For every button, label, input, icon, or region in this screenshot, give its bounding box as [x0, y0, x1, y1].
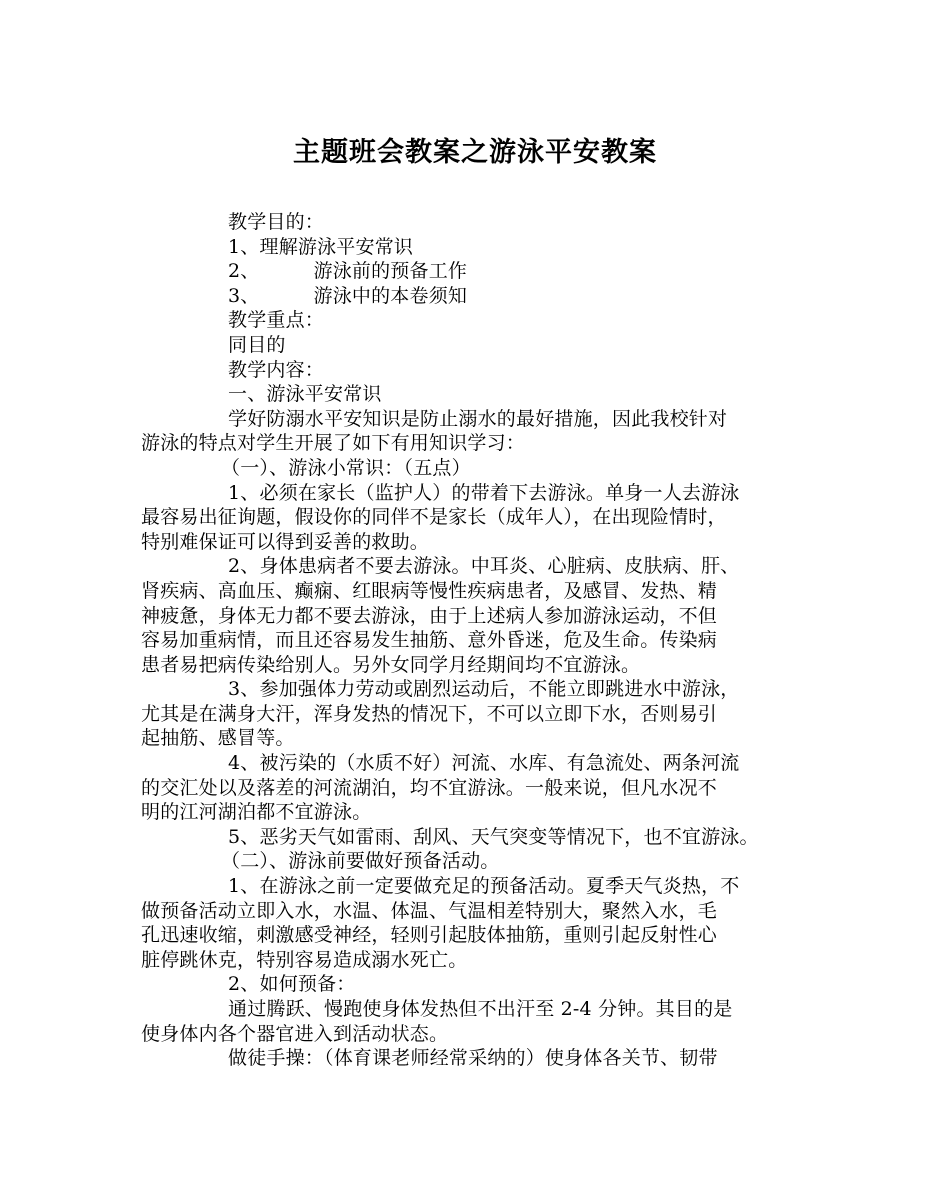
list-text: 游泳前的预备工作 — [313, 260, 468, 283]
paragraph-line: 起抽筋、感冒等。 — [141, 727, 295, 750]
paragraph-line: 神疲惫，身体无力都不要去游泳，由于上述病人参加游泳运动，不但 — [141, 604, 718, 627]
paragraph-line: 容易加重病情，而且还容易发生抽筋、意外昏迷，危及生命。传染病 — [141, 629, 718, 652]
paragraph-line: 明的江河湖泊都不宜游泳。 — [141, 801, 372, 824]
paragraph-line: 2、身体患病者不要去游泳。中耳炎、心脏病、皮肤病、肝、 — [228, 555, 740, 578]
paragraph-line: 孔迅速收缩，刺激感受神经，轻则引起肢体抽筋，重则引起反射性心 — [141, 924, 718, 947]
paragraph-line: 游泳的特点对学生开展了如下有用知识学习： — [141, 432, 526, 455]
paragraph-line: 4、被污染的（水质不好）河流、水库、有急流处、两条河流 — [228, 752, 740, 775]
list-text: 游泳中的本卷须知 — [313, 284, 468, 307]
subsection-heading: （一）、游泳小常识：（五点） — [221, 456, 471, 479]
list-item-line — [141, 284, 813, 309]
subsection-heading: （二）、游泳前要做好预备活动。 — [221, 850, 500, 873]
paragraph-line: 教学目的： — [228, 211, 325, 233]
paragraph-line: 肾疾病、高血压、癫痫、红眼病等慢性疾病患者，及感冒、发热、精 — [141, 579, 718, 602]
paragraph-line: 1、理解游泳平安常识 — [228, 235, 414, 258]
paragraph-line: 2、如何预备： — [228, 973, 356, 996]
paragraph-line: 教学内容： — [228, 358, 325, 381]
paragraph-line: 尤其是在满身大汗，浑身发热的情况下，不可以立即下水，否则易引 — [141, 702, 718, 725]
paragraph-line: 1、在游泳之前一定要做充足的预备活动。夏季天气炎热，不 — [228, 875, 740, 898]
paragraph-line: 通过腾跃、慢跑使身体发热但不出汗至 2-4 分钟。其目的是 — [228, 998, 733, 1020]
document-title: 主题班会教案之游泳平安教案 — [293, 137, 657, 168]
document-body — [141, 210, 813, 1071]
paragraph-line: 学好防溺水平安知识是防止溺水的最好措施，因此我校针对 — [228, 407, 728, 430]
paragraph-line: 教学重点： — [228, 309, 325, 332]
paragraph-line: 做预备活动立即入水，水温、体温、气温相差特别大，聚然入水，毛 — [141, 899, 718, 922]
paragraph-line: 患者易把病传染给别人。另外女同学月经期间均不宜游泳。 — [141, 653, 641, 676]
paragraph-line: 的交汇处以及落差的河流湖泊，均不宜游泳。一般来说，但凡水况不 — [141, 776, 718, 799]
paragraph-line: 脏停跳休克，特别容易造成溺水死亡。 — [141, 948, 468, 971]
paragraph-line: 同目的 — [228, 333, 286, 356]
list-number: 2、 — [228, 260, 260, 283]
paragraph-line: 5、恶劣天气如雷雨、刮风、天气突变等情况下，也不宜游泳。 — [228, 825, 759, 848]
paragraph-line: 3、参加强体力劳动或剧烈运动后，不能立即跳进水中游泳， — [228, 678, 740, 701]
paragraph-line: 做徒手操：（体育课老师经常采纳的）使身体各关节、韧带 — [228, 1047, 718, 1070]
paragraph-line: 特别难保证可以得到妥善的救助。 — [141, 530, 430, 553]
paragraph-line: 使身体内各个器官进入到活动状态。 — [141, 1022, 449, 1045]
list-item-line — [141, 259, 813, 284]
paragraph-line: 1、必须在家长（监护人）的带着下去游泳。单身一人去游泳 — [228, 481, 740, 504]
paragraph-line: 最容易出征询题，假设你的同伴不是家长（成年人），在出现险情时， — [141, 506, 727, 529]
list-number: 3、 — [228, 284, 260, 307]
section-heading: 一、游泳平安常识 — [228, 383, 382, 406]
